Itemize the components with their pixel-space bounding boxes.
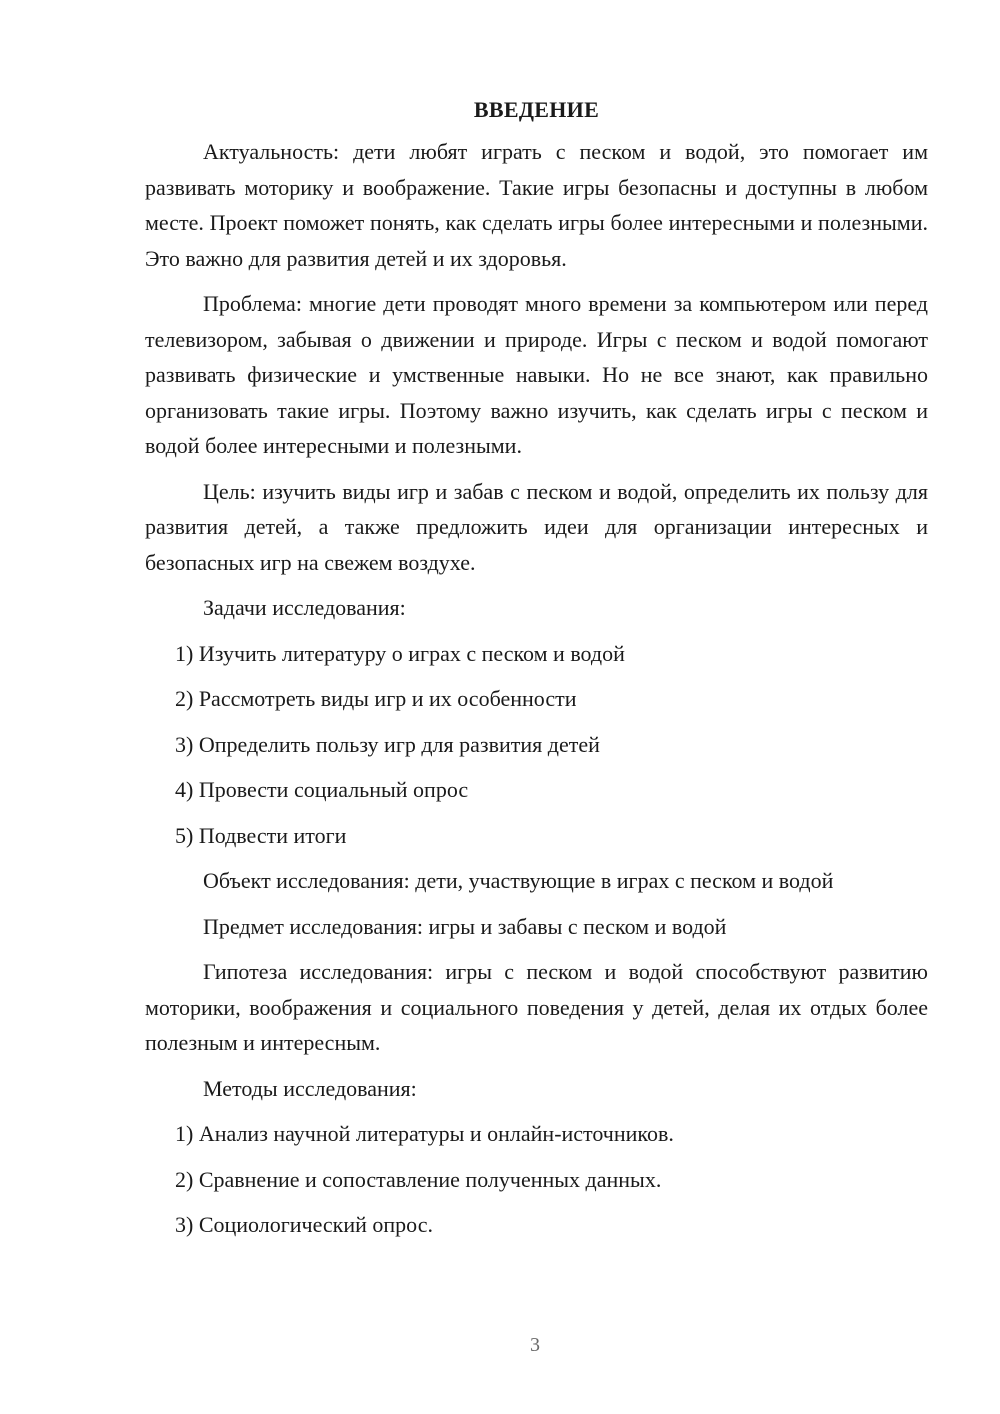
object-paragraph: Объект исследования: дети, участвующие в играх с песком и водой	[203, 868, 834, 893]
goal-paragraph: Цель: изучить виды игр и забав с песком и водой, определить их пользу для развития детей, а также предложить идеи для организации интересных и безопасных игр на свежем воздухе.	[145, 478, 928, 575]
tasks-list	[145, 636, 928, 854]
relevance-paragraph: Актуальность: дети любят играть с песком и водой, это помогает им развивать моторику и воображение. Такие игры безопасны и доступны в любом месте. Проект поможет понять, как сделать игры более интересными и полезными. Это важно для развития детей и их здоровья.	[145, 139, 928, 271]
document-page	[145, 92, 928, 1253]
page-title: ВВЕДЕНИЕ	[473, 97, 600, 122]
page-number: 3	[530, 1334, 540, 1356]
list-item: 3) Социологический опрос.	[175, 1212, 433, 1237]
list-item: 1) Изучить литературу о играх с песком и водой	[175, 640, 625, 666]
list-item: 5) Подвести итоги	[175, 822, 347, 848]
list-item: 2) Сравнение и сопоставление полученных данных.	[175, 1166, 662, 1192]
methods-heading: Методы исследования:	[203, 1075, 417, 1101]
tasks-heading: Задачи исследования:	[203, 595, 406, 620]
list-item: 4) Провести социальный опрос	[175, 777, 469, 802]
list-item: 3) Определить пользу игр для развития детей	[175, 731, 600, 757]
problem-paragraph: Проблема: многие дети проводят много времени за компьютером или перед телевизором, забывая о движении и природе. Игры с песком и водой помогают развивать физические и умственные навыки. Но не все знают, как правильно организовать такие игры. Поэтому важно изучить, как сделать игры с песком и водой более интересными и полезными.	[145, 291, 928, 458]
list-item: 2) Рассмотреть виды игр и их особенности	[175, 686, 577, 711]
methods-list	[145, 1116, 928, 1243]
list-item: 1) Анализ научной литературы и онлайн-источников.	[175, 1121, 674, 1146]
subject-paragraph: Предмет исследования: игры и забавы с песком и водой	[203, 913, 727, 939]
hypothesis-paragraph: Гипотеза исследования: игры с песком и водой способствуют развитию моторики, воображения и социального поведения у детей, делая их отдых более полезным и интересным.	[145, 959, 928, 1055]
